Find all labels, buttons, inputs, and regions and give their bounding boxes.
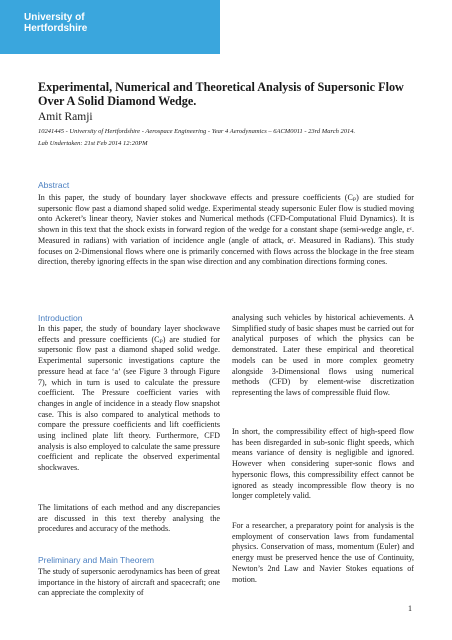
introduction-paragraph-2: The limitations of each method and any discrepancies are discussed in this text thereby analysing the procedures and accuracy of the methods. bbox=[38, 503, 220, 534]
logo-line-1: University of bbox=[24, 12, 85, 23]
paper-title: Experimental, Numerical and Theoretical Analysis of Supersonic Flow Over A Solid Diamond Wedge. bbox=[38, 80, 404, 108]
introduction-heading: Introduction bbox=[38, 313, 83, 323]
author-name: Amit Ramji bbox=[38, 111, 93, 123]
paper-meta-lab-date: Lab Undertaken: 21st Feb 2014 12:20PM bbox=[38, 140, 148, 147]
abstract-text: In this paper, the study of boundary layer shockwave effects and pressure coefficients (Cₚ) are studied for supersonic flow past a diamond shaped solid wedge. Experimental steady supersonic Euler flow is studied moving onto Ackeret’s linear theory, Navier stokes and Numerical methods (CFD-Computational Fluid Dynamics). It is shown in this text that the shock exists in forward region of the wedge for a constant shape (semi-wedge angle, εᶜ. Measured in radians) with variation of incidence angle (angle of attack, αᶜ. Measured in Radians). This study focuses on 2-Dimensional flows where one is primarily concerned with flows across the blockage in the free steam direction, thereby ignoring effects in the span wise direction and any combination directions forming cones. bbox=[38, 193, 414, 267]
preliminary-heading: Preliminary and Main Theorem bbox=[38, 555, 155, 565]
column2-paragraph-1: analysing such vehicles by historical achievements. A Simplified study of basic shapes must be carried out for analytical purposes of which the physics can be demonstrated. Later these empirical and theoretical models can be used in more complex geometry alongside 3-Dimensional flows using numerical methods (CFD) by element-wise discretization representing the laws of compressible fluid flow. bbox=[232, 313, 414, 397]
abstract-heading: Abstract bbox=[38, 180, 70, 190]
introduction-paragraph-1: In this paper, the study of boundary layer shockwave effects and pressure coefficients (Cₚ) are studied for supersonic flow past a diamond shaped solid wedge. Experimental supersonic investigations capture the pressure head at face ‘a’ (see Figure 3 through Figure 7), which in turn is used to calculate the pressure coefficient. The Pressure coefficient varies with changes in angle of incidence in a steady flow snapshot case. This is also compared to analytical methods to compare the pressure coefficients and lift coefficients using inclined plate lift theory. Furthermore, CFD analysis is also employed to calculate the same pressure coefficient and replicate the observed experimental shockwaves. bbox=[38, 324, 220, 473]
logo-line-2: Hertfordshire bbox=[24, 23, 88, 34]
preliminary-text: The study of supersonic aerodynamics has been of great importance in the history of aircraft and spacecraft; one can appreciate the complexity of bbox=[38, 567, 220, 598]
uh-logo-mark bbox=[115, 0, 205, 54]
paper-meta-affiliation: 10241445 - University of Hertfordshire - Aerospace Engineering - Year 4 Aerodynamics – 6ACM0011 - 23rd March 2014. bbox=[38, 128, 356, 135]
column2-paragraph-2: In short, the compressibility effect of high-speed flow has been disregarded in sub-sonic flight speeds, which means variance of density is negligible and ignored. However when considering super-sonic flows and hypersonic flows, this compressibility effect cannot be ignored as steady incompressible flow theory is no longer completely valid. bbox=[232, 427, 414, 501]
logo-wordmark bbox=[24, 12, 87, 34]
page-number: 1 bbox=[408, 604, 412, 613]
column2-paragraph-3: For a researcher, a preparatory point for analysis is the employment of conservation laws from fundamental physics. Conservation of mass, momentum (Euler) and energy must be preserved hence the use of Continuity, Newton’s 2nd Law and Navier Stokes equations of motion. bbox=[232, 521, 414, 584]
